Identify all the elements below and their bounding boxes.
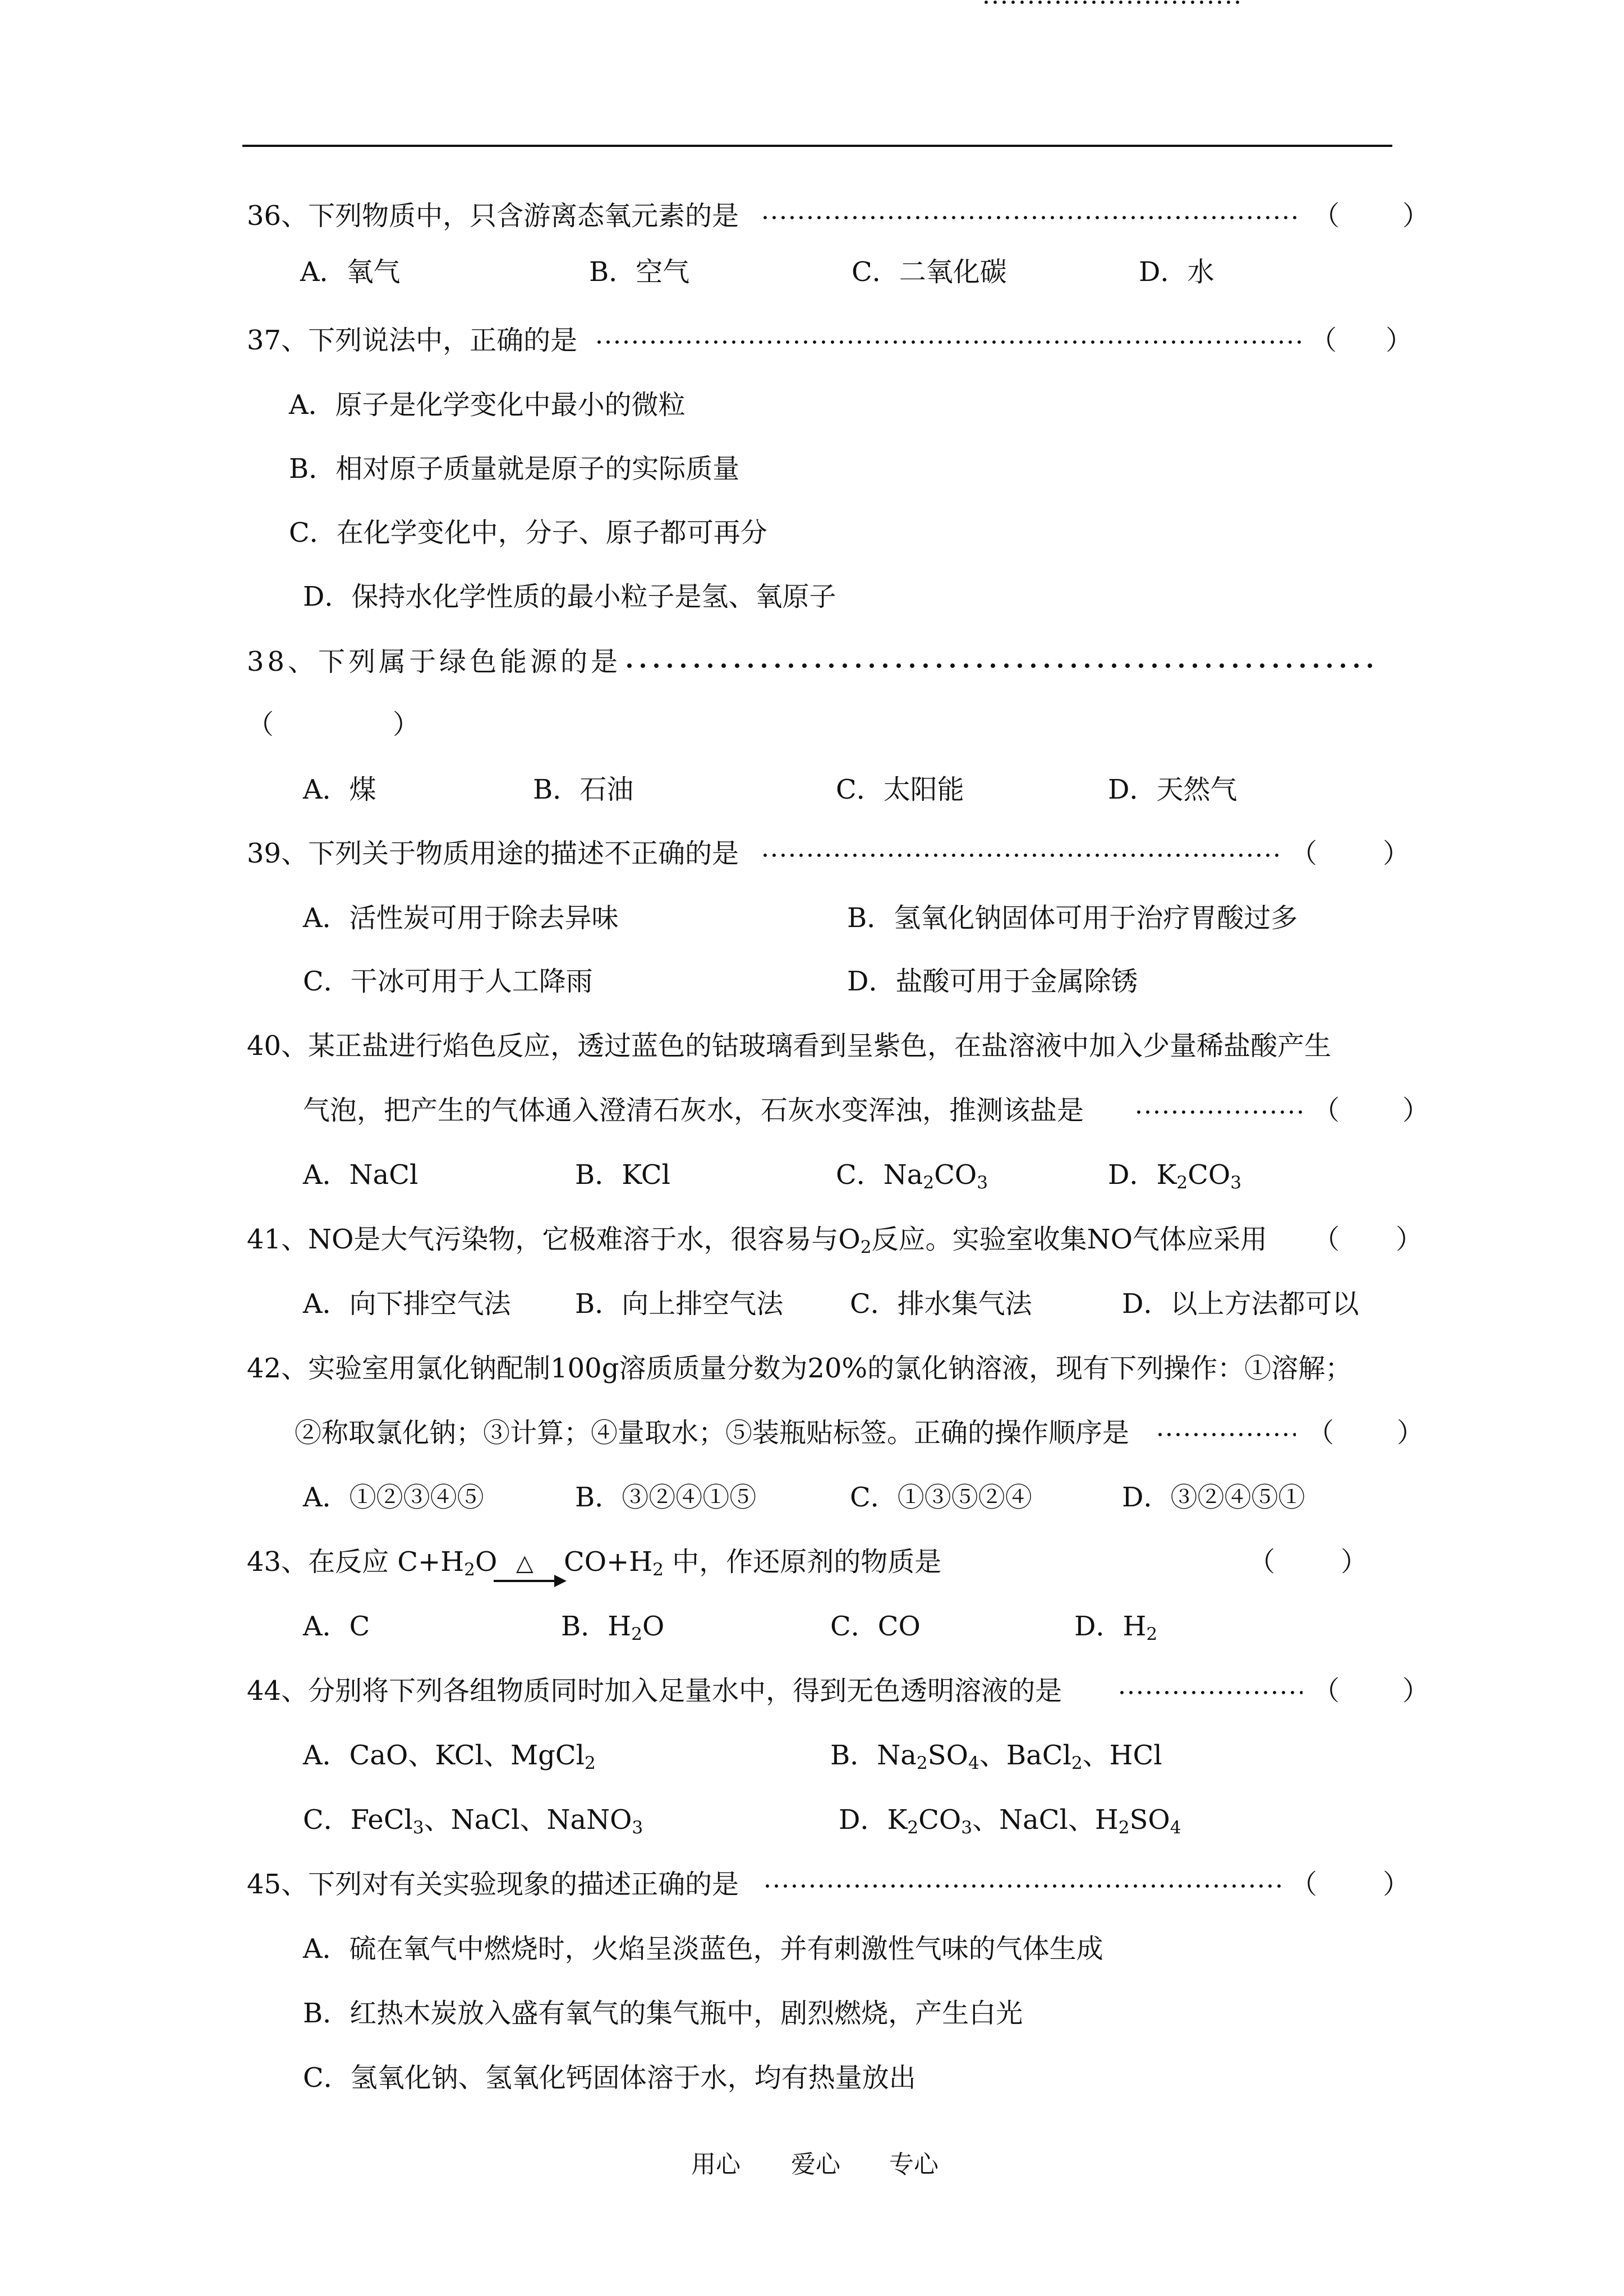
answer-paren-close: ） — [1402, 1675, 1430, 1707]
answer-paren-close: ） — [1383, 838, 1410, 869]
option-a: A．硫在氧气中燃烧时，火焰呈淡蓝色，并有刺激性气味的气体生成 — [303, 1933, 1103, 1965]
reaction-arrow — [494, 1580, 555, 1582]
option-b: B．空气 — [589, 256, 690, 288]
option-a: A．C — [303, 1611, 370, 1642]
option-c: C．太阳能 — [836, 774, 964, 805]
option-d: D．保持水化学性质的最小粒子是氢、氧原子 — [303, 581, 836, 612]
option-c: C．二氧化碳 — [852, 256, 1007, 288]
option-b: B．相对原子质量就是原子的实际质量 — [289, 453, 740, 485]
answer-paren-close: ） — [1402, 200, 1430, 232]
leader-dots — [623, 663, 1380, 668]
question-stem-line-1: 42、实验室用氯化钠配制100g溶质质量分数为20%的氯化钠溶液，现有下列操作：①溶解； — [247, 1353, 1352, 1384]
option-c: C．干冰可用于人工降雨 — [303, 966, 593, 997]
answer-paren-open: （ — [247, 709, 274, 740]
answer-paren-close: ） — [1341, 1546, 1368, 1578]
option-d: D．以上方法都可以 — [1122, 1288, 1359, 1320]
option-a: A．①②③④⑤ — [303, 1482, 484, 1513]
option-d: D．③②④⑤① — [1122, 1482, 1305, 1513]
answer-paren-close: ） — [1397, 1417, 1424, 1449]
option-a: A．活性炭可用于除去异味 — [303, 902, 619, 934]
option-c: C．CO — [830, 1611, 921, 1642]
answer-paren-open: （ — [1313, 1224, 1340, 1255]
answer-paren-open: （ — [1310, 325, 1337, 356]
option-c: C．FeCl$_3$、NaCl、NaNO$_3$ — [303, 1804, 643, 1838]
leader-dots — [595, 340, 1305, 344]
option-c: C．排水集气法 — [850, 1288, 1032, 1320]
option-d: D．$K_2CO_3$、NaCl、$H_2SO_4$ — [839, 1804, 1181, 1838]
option-d: D．水 — [1139, 256, 1214, 288]
answer-paren-open: （ — [1313, 1095, 1340, 1126]
option-c: C．在化学变化中，分子、原子都可再分 — [289, 517, 767, 548]
answer-paren-close: ） — [1402, 1095, 1430, 1126]
answer-paren-open: （ — [1248, 1546, 1276, 1578]
leader-dots — [1134, 1110, 1303, 1114]
option-b: B．$H_2O$ — [561, 1611, 665, 1644]
option-b: B．红热木炭放入盛有氧气的集气瓶中，剧烈燃烧，产生白光 — [303, 1998, 1023, 2029]
question-stem-suffix: $CO+H_2$ 中，作还原剂的物质是 — [564, 1546, 942, 1580]
option-a: A．原子是化学变化中最小的微粒 — [289, 389, 686, 421]
option-d: D．盐酸可用于金属除锈 — [847, 966, 1138, 997]
answer-paren-open: （ — [1313, 1675, 1340, 1707]
option-b: B．KCl — [575, 1159, 670, 1191]
option-a: A．煤 — [303, 774, 376, 805]
option-a: A．CaO、KCl、MgCl$_2$ — [303, 1740, 596, 1773]
answer-paren-close: ） — [393, 709, 420, 740]
question-stem: 38、下列属于绿色能源的是 — [247, 646, 622, 677]
leader-dots — [982, 0, 1240, 4]
footer-word: 专心 — [889, 2150, 938, 2179]
question-stem-prefix: 43、在反应 $C+H_2O$ — [247, 1546, 498, 1580]
leader-dots — [763, 1884, 1282, 1888]
leader-dots — [1156, 1432, 1296, 1437]
option-b: B．③②④①⑤ — [575, 1482, 757, 1513]
answer-paren-open: （ — [1290, 1869, 1318, 1900]
option-b: B．石油 — [533, 774, 634, 805]
question-stem-line-2: 气泡，把产生的气体通入澄清石灰水，石灰水变浑浊，推测该盐是 — [303, 1095, 1084, 1126]
answer-paren-close: ） — [1396, 1224, 1423, 1255]
option-a: A．NaCl — [303, 1159, 418, 1191]
footer-word: 用心 — [691, 2150, 740, 2179]
question-stem: 36、下列物质中，只含游离态氧元素的是 — [247, 200, 739, 232]
answer-paren-open: （ — [1307, 1417, 1335, 1449]
question-stem: 44、分别将下列各组物质同时加入足量水中，得到无色透明溶液的是 — [247, 1675, 1062, 1707]
option-b: B．氢氧化钠固体可用于治疗胃酸过多 — [847, 902, 1298, 934]
option-b: B．向上排空气法 — [575, 1288, 784, 1320]
leader-dots — [761, 215, 1299, 220]
leader-dots — [1117, 1690, 1303, 1695]
heat-condition-symbol: △ — [516, 1550, 533, 1576]
option-d: D．天然气 — [1108, 774, 1237, 805]
answer-paren-close: ） — [1383, 1869, 1410, 1900]
option-c: C．$Na_2CO_3$ — [836, 1159, 988, 1193]
answer-paren-open: （ — [1290, 838, 1318, 869]
option-d: D．$H_2$ — [1074, 1611, 1158, 1644]
question-stem: 37、下列说法中，正确的是 — [247, 325, 578, 356]
option-b: B．$Na_2SO_4$、BaCl$_2$、HCl — [830, 1740, 1162, 1773]
question-stem: 39、下列关于物质用途的描述不正确的是 — [247, 838, 739, 869]
question-stem: 45、下列对有关实验现象的描述正确的是 — [247, 1869, 739, 1900]
leader-dots — [761, 853, 1282, 857]
question-stem-line-2: ②称取氯化钠；③计算；④量取水；⑤装瓶贴标签。正确的操作顺序是 — [295, 1417, 1130, 1449]
option-c: C．氢氧化钠、氢氧化钙固体溶于水，均有热量放出 — [303, 2062, 916, 2094]
footer-word: 爱心 — [791, 2150, 840, 2179]
question-stem: 41、NO是大气污染物，它极难溶于水，很容易与$O_2$反应。实验室收集NO气体应采用 — [247, 1224, 1267, 1257]
question-stem-line-1: 40、某正盐进行焰色反应，透过蓝色的钴玻璃看到呈紫色，在盐溶液中加入少量稀盐酸产生 — [247, 1030, 1332, 1062]
option-c: C．①③⑤②④ — [850, 1482, 1032, 1513]
answer-paren-close: ） — [1386, 325, 1413, 356]
option-a: A．氧气 — [300, 256, 401, 288]
header-rule — [242, 145, 1392, 147]
answer-paren-open: （ — [1313, 200, 1340, 232]
option-d: D．$K_2CO_3$ — [1108, 1159, 1242, 1193]
option-a: A．向下排空气法 — [303, 1288, 511, 1320]
